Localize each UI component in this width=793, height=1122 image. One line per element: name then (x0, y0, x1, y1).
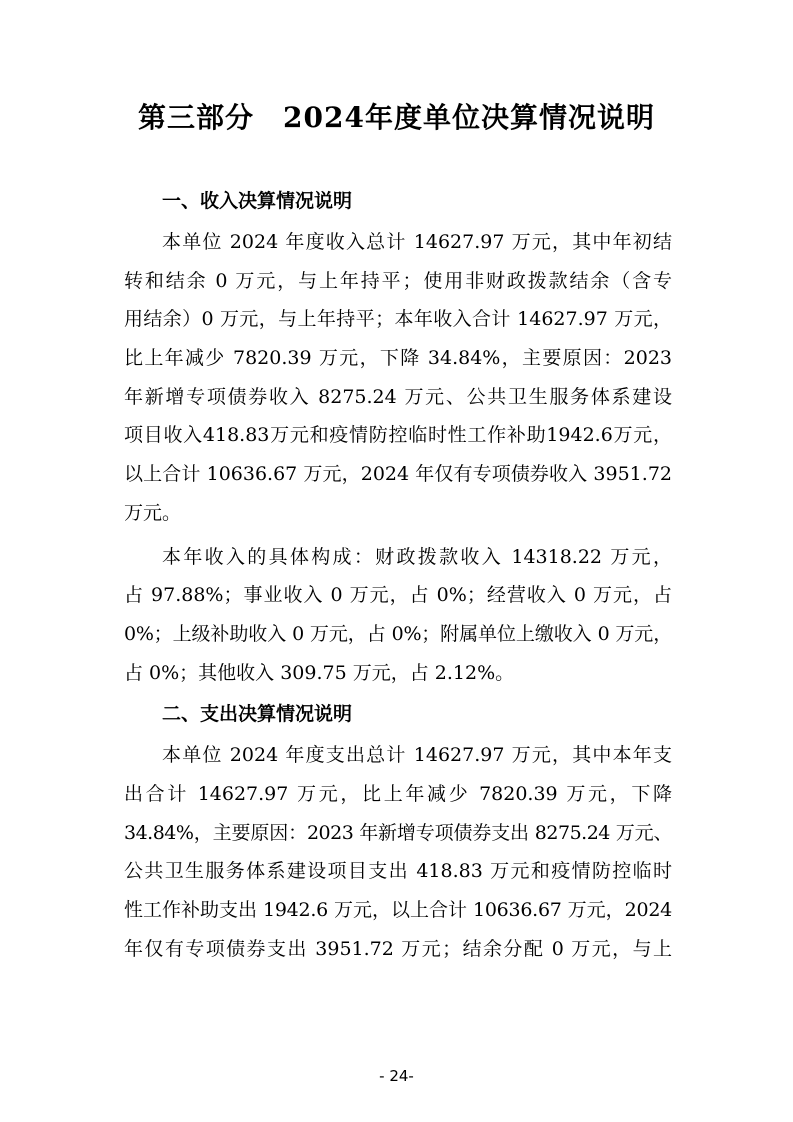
text-line: 本单位 2024 年度收入总计 14627.97 万元，其中年初结 (162, 231, 672, 253)
text-line: 以上合计 10636.67 万元，2024 年仅有专项债券收入 3951.72 (124, 463, 672, 486)
paragraph-expenditure-summary (124, 736, 672, 968)
text-line: 项目收入418.83万元和疫情防控临时性工作补助1942.6万元， (124, 424, 672, 447)
text-line: 本单位 2024 年度支出总计 14627.97 万元，其中本年支 (162, 744, 672, 767)
text-line: 出合计 14627.97 万元，比上年减少 7820.39 万元，下降 (124, 782, 672, 805)
paragraph-income-composition (124, 538, 672, 693)
section-heading-income: 一、收入决算情况说明 (162, 190, 353, 212)
text-line: 占 0%；其他收入 309.75 万元，占 2.12%。 (124, 661, 515, 684)
page-title: 第三部分 2024年度单位决算情况说明 (138, 101, 655, 134)
text-line: 转和结余 0 万元，与上年持平；使用非财政拨款结余（含专 (124, 269, 672, 292)
page-number: - 24- (379, 1067, 414, 1085)
text-line: 34.84%，主要原因：2023 年新增专项债券支出 8275.24 万元、 (124, 821, 672, 844)
section-heading-expenditure: 二、支出决算情况说明 (162, 703, 353, 726)
text-line: 本年收入的具体构成：财政拨款收入 14318.22 万元， (162, 545, 672, 568)
text-line: 用结余）0 万元，与上年持平；本年收入合计 14627.97 万元， (124, 308, 672, 331)
document-body (124, 179, 672, 968)
paragraph-income-summary (124, 223, 672, 533)
text-line: 占 97.88%；事业收入 0 万元，占 0%；经营收入 0 万元，占 (124, 584, 672, 607)
text-line: 性工作补助支出 1942.6 万元，以上合计 10636.67 万元，2024 (124, 899, 672, 921)
text-line: 万元。 (124, 501, 182, 524)
text-line: 年仅有专项债券支出 3951.72 万元；结余分配 0 万元，与上 (124, 937, 672, 960)
text-line: 年新增专项债券收入 8275.24 万元、公共卫生服务体系建设 (124, 385, 672, 408)
text-line: 公共卫生服务体系建设项目支出 418.83 万元和疫情防控临时 (124, 860, 672, 883)
text-line: 0%；上级补助收入 0 万元，占 0%；附属单位上缴收入 0 万元， (124, 622, 672, 645)
text-line: 比上年减少 7820.39 万元，下降 34.84%，主要原因：2023 (124, 347, 672, 370)
